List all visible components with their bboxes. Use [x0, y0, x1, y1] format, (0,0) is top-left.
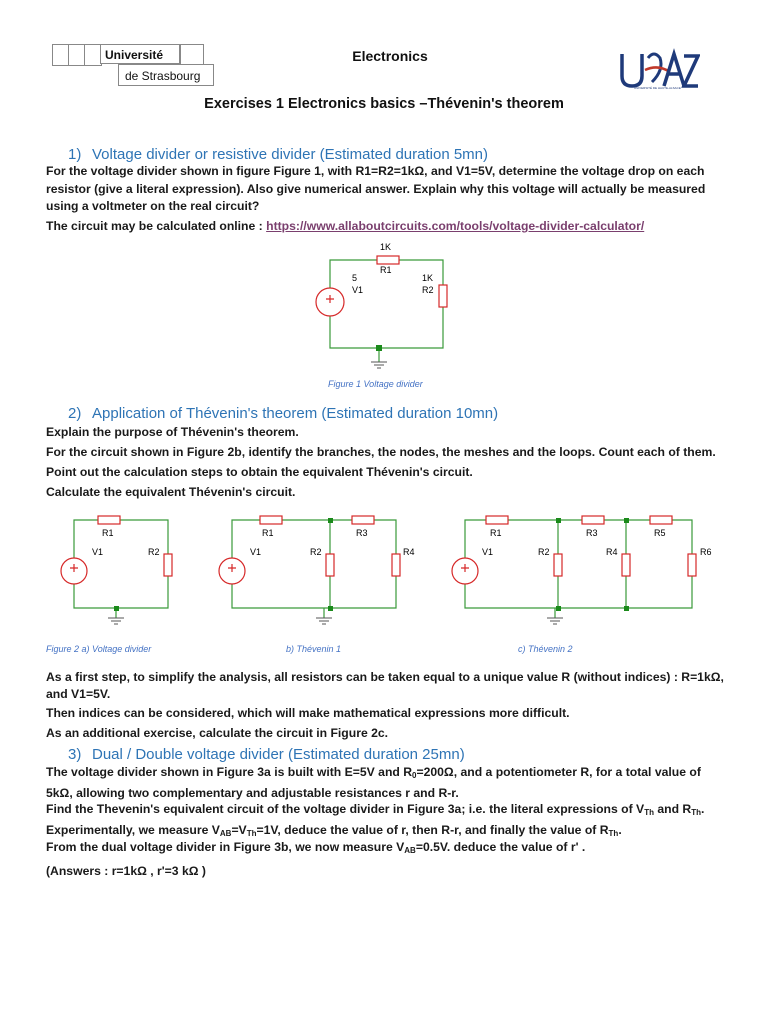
- resistor-r4: [622, 554, 630, 576]
- resistor-r3: [352, 516, 374, 524]
- logo-university-text: Université: [100, 44, 180, 64]
- text-line: [46, 764, 726, 785]
- resistor-r1: [98, 516, 120, 524]
- node-dot: [376, 345, 382, 351]
- r1-label: R1: [102, 528, 114, 538]
- text-run: =1V, deduce the value of r, then R-r, and finally the value of R: [256, 822, 609, 837]
- text-run: and R: [653, 802, 692, 816]
- r2-label: R2: [538, 547, 550, 557]
- text-run: =V: [231, 822, 247, 837]
- r4-label: R4: [606, 547, 618, 557]
- text-line: 5kΩ, allowing two complementary and adjustable resistances r and R-r.: [46, 785, 459, 800]
- text-line: resistor (give a literal expression). Also give numerical answer. Explain why this voltage will actually be measured: [46, 181, 706, 196]
- resistor-r1: [260, 516, 282, 524]
- text-line: For the circuit shown in Figure 2b, identify the branches, the nodes, the meshes and the loops. Count each of them.: [46, 445, 716, 459]
- r5-label: R5: [654, 528, 666, 538]
- node-dot: [624, 518, 629, 523]
- node-dot: [328, 606, 333, 611]
- ground-icon: [316, 618, 332, 624]
- section-2-paragraphs: [46, 422, 726, 502]
- section-3-heading: [68, 746, 465, 763]
- text-run: Experimentally, we measure V: [46, 822, 220, 837]
- r2-value-label: 1K: [422, 273, 434, 283]
- resistor-r2: [554, 554, 562, 576]
- r2-label: R2: [148, 547, 160, 557]
- text-line: Explain the purpose of Thévenin's theorem.: [46, 425, 299, 439]
- figure-2-circuits: [50, 508, 730, 638]
- wire: [74, 520, 168, 618]
- subscript: Th: [644, 808, 654, 817]
- text-run: =0.5V. deduce the value of r' .: [415, 840, 586, 854]
- text-line: As a first step, to simplify the analysis, all resistors can be taken equal to a unique value R (without indices) : R=1kΩ,: [46, 670, 724, 684]
- text-line: and V1=5V.: [46, 686, 111, 701]
- v1-value-label: 5: [352, 273, 358, 283]
- wire: [232, 520, 396, 618]
- text-line: For the voltage divider shown in figure Figure 1, with R1=R2=1kΩ, and V1=5V, determine the voltage drop on each: [46, 164, 705, 178]
- node-dot: [328, 518, 333, 523]
- calculator-paragraph: [46, 216, 726, 236]
- r3-label: R3: [586, 528, 598, 538]
- section-3-paragraph-3: [46, 837, 726, 881]
- node-dot: [114, 606, 119, 611]
- resistor-r3: [582, 516, 604, 524]
- resistor-r2: [439, 285, 447, 307]
- r2-label: R2: [310, 547, 322, 557]
- section-2-notes: [46, 669, 726, 702]
- subscript: Th: [691, 808, 701, 817]
- v1-label: V1: [482, 547, 494, 557]
- text-line: [46, 801, 726, 822]
- resistor-r6: [688, 554, 696, 576]
- section-1-paragraph: [46, 163, 726, 216]
- section-1-title: Voltage divider or resistive divider (Estimated duration 5mn): [92, 146, 489, 163]
- figure-2c-caption: c) Thévenin 2: [518, 644, 573, 654]
- node-dot: [556, 518, 561, 523]
- calculator-prefix: The circuit may be calculated online :: [46, 219, 263, 233]
- figure-2a-caption: Figure 2 a) Voltage divider: [46, 644, 152, 654]
- text-run: .: [701, 802, 705, 816]
- subscript: 0: [412, 771, 417, 780]
- text-line: As an additional exercise, calculate the circuit in Figure 2c.: [46, 726, 389, 740]
- r6-label: R6: [700, 547, 712, 557]
- text-line: [46, 837, 726, 861]
- section-2-heading: [68, 405, 498, 422]
- section-3-title: Dual / Double voltage divider (Estimated duration 25mn): [92, 746, 465, 763]
- text-run: From the dual voltage divider in Figure 3b, we now measure V: [46, 840, 405, 854]
- resistor-r1: [377, 256, 399, 264]
- text-line: Point out the calculation steps to obtain the equivalent Thévenin's circuit.: [46, 465, 473, 479]
- subscript: AB: [219, 828, 232, 838]
- subscript: Th: [608, 828, 619, 838]
- text-run: Find the Thevenin's equivalent circuit of the voltage divider in Figure 3a; i.e. the literal expressions of V: [46, 802, 645, 816]
- v1-label: V1: [250, 547, 262, 557]
- section-number: 3): [68, 746, 82, 763]
- node-dot: [556, 606, 561, 611]
- ground-icon: [371, 362, 387, 368]
- answers-line: (Answers : r=1kΩ , r'=3 kΩ ): [46, 864, 206, 878]
- uhaz-logo-sub: UNIVERSITÉ DE HAUTE-ALSACE: [634, 86, 681, 90]
- text-line: using a voltmeter on the real circuit?: [46, 199, 260, 213]
- text-run: =200Ω, and a potentiometer R, for a total value of: [416, 765, 701, 779]
- text-run: The voltage divider shown in Figure 3a is built with E=5V and R: [46, 765, 413, 779]
- section-2-extra: [46, 703, 726, 743]
- resistor-r1: [486, 516, 508, 524]
- section-3-paragraph-2: [46, 801, 726, 842]
- document-title: Exercises 1 Electronics basics –Thévenin's theorem: [204, 96, 564, 112]
- v1-label: V1: [352, 285, 364, 295]
- r1-label: R1: [380, 265, 392, 275]
- section-3-paragraph-1: [46, 764, 726, 801]
- ground-icon: [108, 618, 124, 624]
- r4-label: R4: [403, 547, 415, 557]
- v1-label: V1: [92, 547, 104, 557]
- text-line: Then indices can be considered, which will make mathematical expressions more difficult.: [46, 706, 570, 720]
- section-2-title: Application of Thévenin's theorem (Estimated duration 10mn): [92, 405, 499, 422]
- subscript: Th: [246, 828, 257, 838]
- text-line: Calculate the equivalent Thévenin's circuit.: [46, 485, 296, 499]
- r2-label: R2: [422, 285, 434, 295]
- r1-label: R1: [490, 528, 502, 538]
- logo-strasbourg-text: de Strasbourg: [118, 64, 214, 86]
- wire: [330, 307, 443, 348]
- figure-1-circuit: [300, 238, 470, 378]
- figure-1-caption: Figure 1 Voltage divider: [328, 379, 423, 389]
- node-dot: [624, 606, 629, 611]
- logo-cell: [180, 44, 204, 66]
- calculator-link[interactable]: https://www.allaboutcircuits.com/tools/voltage-divider-calculator/: [266, 219, 645, 233]
- resistor-r5: [650, 516, 672, 524]
- r1-label: R1: [262, 528, 274, 538]
- figure-2b-caption: b) Thévenin 1: [286, 644, 342, 654]
- resistor-r4: [392, 554, 400, 576]
- ground-icon: [547, 618, 563, 624]
- r3-label: R3: [356, 528, 368, 538]
- resistor-r2: [164, 554, 172, 576]
- resistor-r2: [326, 554, 334, 576]
- section-1-heading: [68, 146, 488, 163]
- wire: [399, 260, 443, 285]
- subscript: AB: [404, 846, 416, 855]
- section-number: 2): [68, 405, 82, 422]
- course-title: Electronics: [352, 48, 428, 64]
- section-number: 1): [68, 146, 82, 163]
- r1-value-label: 1K: [380, 242, 392, 252]
- uhaz-logo: [618, 48, 700, 94]
- text-run: .: [618, 822, 622, 837]
